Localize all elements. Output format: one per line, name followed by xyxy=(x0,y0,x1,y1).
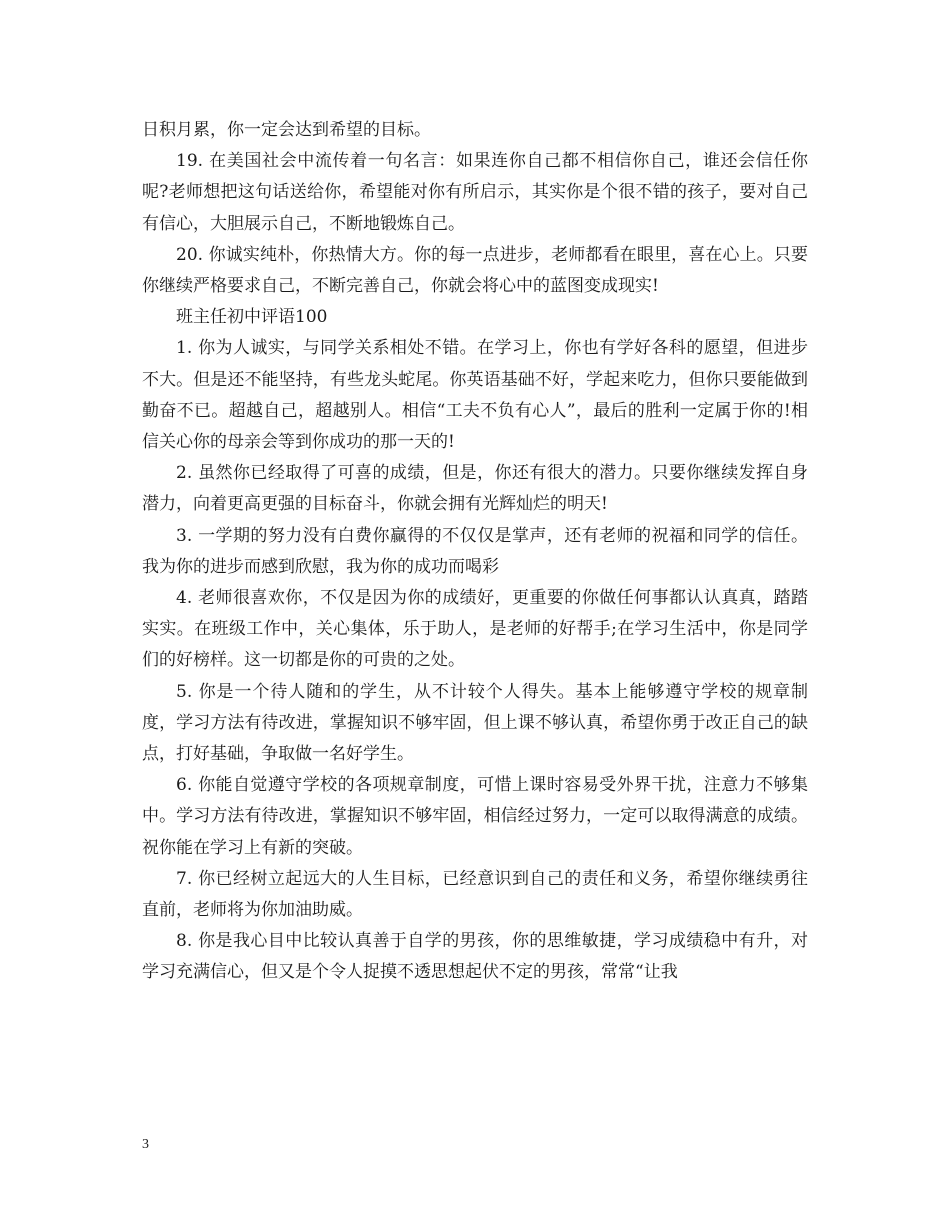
paragraph-item-20: 20. 你诚实纯朴，你热情大方。你的每一点进步，老师都看在眼里，喜在心上。只要你继续严格要求自己，不断完善自己，你就会将心中的蓝图变成现实! xyxy=(142,244,808,297)
paragraph-continuation: 日积月累，你一定会达到希望的目标。 xyxy=(142,120,431,140)
paragraph-item-1: 1. 你为人诚实，与同学关系相处不错。在学习上，你也有学好各科的愿望，但进步不大。但是还不能坚持，有些龙头蛇尾。你英语基础不好，学起来吃力，但你只要能做到勤奋不已。超越自己，超越别人。相信“工夫不负有心人”，最后的胜利一定属于你的!相信关心你的母亲会等到你成功的那一天的! xyxy=(142,338,808,453)
body-text xyxy=(142,115,808,989)
paragraph-item-8: 8. 你是我心目中比较认真善于自学的男孩，你的思维敏捷，学习成绩稳中有升，对学习充满信心，但又是个令人捉摸不透思想起伏不定的男孩，常常“让我 xyxy=(142,931,808,983)
paragraph-item-7: 7. 你已经树立起远大的人生目标，已经意识到自己的责任和义务，希望你继续勇往直前，老师将为你加油助威。 xyxy=(142,868,808,921)
paragraph-item-4: 4. 老师很喜欢你，不仅是因为你的成绩好，更重要的你做任何事都认认真真，踏踏实实。在班级工作中，关心集体，乐于助人，是老师的好帮手;在学习生活中，你是同学们的好榜样。这一切都是你的可贵的之处。 xyxy=(142,588,808,671)
paragraph-item-6: 6. 你能自觉遵守学校的各项规章制度，可惜上课时容易受外界干扰，注意力不够集中。学习方法有待改进，掌握知识不够牢固，相信经过努力，一定可以取得满意的成绩。祝你能在学习上有新的突破。 xyxy=(142,775,808,858)
paragraph-item-2: 2. 虽然你已经取得了可喜的成绩，但是，你还有很大的潜力。只要你继续发挥自身潜力，向着更高更强的目标奋斗，你就会拥有光辉灿烂的明天! xyxy=(142,463,808,515)
section-heading: 班主任初中评语100 xyxy=(176,307,328,328)
paragraph-item-19: 19. 在美国社会中流传着一句名言：如果连你自己都不相信你自己，谁还会信任你呢?老师想把这句话送给你，希望能对你有所启示，其实你是个很不错的孩子，要对自己有信心，大胆展示自己，不断地锻炼自己。 xyxy=(142,151,808,234)
paragraph-item-3: 3. 一学期的努力没有白费你赢得的不仅仅是掌声，还有老师的祝福和同学的信任。我为你的进步而感到欣慰，我为你的成功而喝彩 xyxy=(142,525,808,577)
page-number: 3 xyxy=(142,1137,149,1152)
paragraph-item-5: 5. 你是一个待人随和的学生，从不计较个人得失。基本上能够遵守学校的规章制度，学习方法有待改进，掌握知识不够牢固，但上课不够认真，希望你勇于改正自己的缺点，打好基础，争取做一名好学生。 xyxy=(142,681,808,765)
